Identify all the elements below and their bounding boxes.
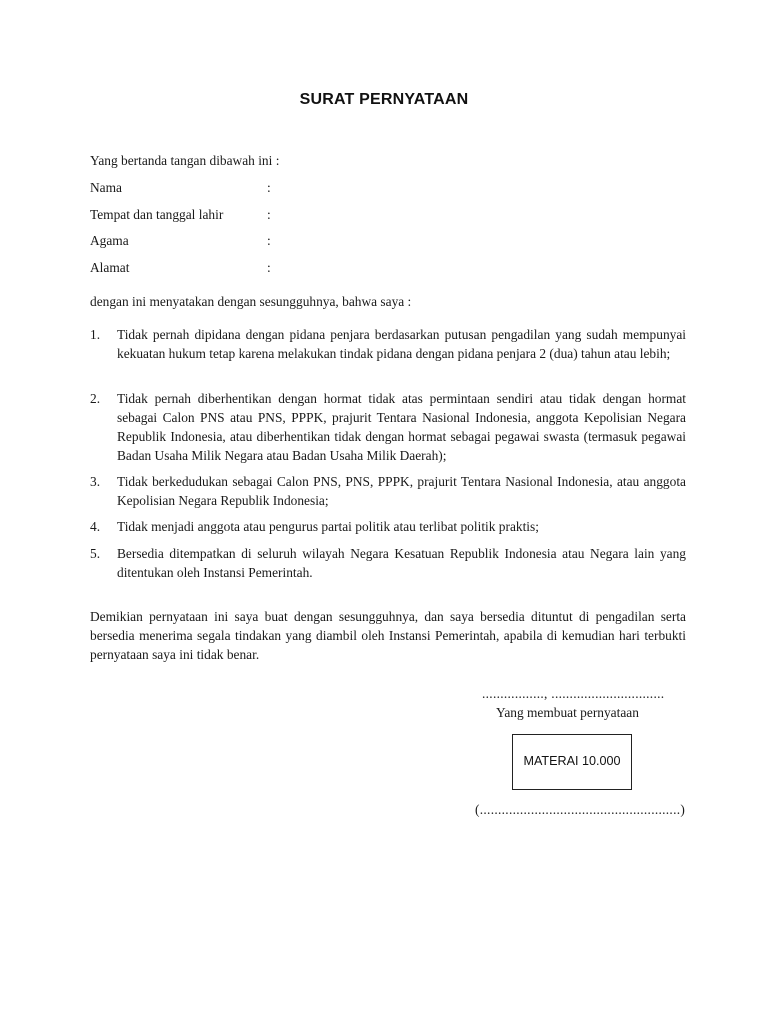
field-label: Nama (90, 180, 122, 195)
field-label: Agama (90, 233, 129, 248)
list-item (90, 389, 686, 465)
list-item-number: 2. (90, 391, 101, 406)
list-item-number: 1. (90, 327, 101, 342)
list-item-number: 5. (90, 546, 101, 561)
list-item-text: Bersedia ditempatkan di seluruh wilayah Negara Kesatuan Republik Indonesia atau Negara lain yang ditentukan oleh Instansi Pemerintah. (117, 546, 686, 580)
list-item-text: Tidak menjadi anggota atau pengurus partai politik atau terlibat politik praktis; (117, 519, 539, 534)
stamp-box (512, 734, 632, 790)
list-item (90, 544, 686, 582)
signer-label: Yang membuat pernyataan (496, 705, 639, 720)
place-date-line: ................., ............................... (482, 686, 665, 701)
list-item (90, 472, 686, 510)
intro-text: Yang bertanda tangan dibawah ini : (90, 153, 280, 168)
field-separator: : (267, 260, 271, 275)
list-item (90, 517, 686, 536)
list-item-number: 3. (90, 474, 101, 489)
stamp-label: MATERAI 10.000 (523, 754, 621, 768)
field-separator: : (267, 207, 271, 222)
field-label: Alamat (90, 260, 130, 275)
list-item-number: 4. (90, 519, 101, 534)
signature-line: (.......................................................) (475, 802, 686, 817)
list-item-text: Tidak pernah dipidana dengan pidana penjara berdasarkan putusan pengadilan yang sudah mempunyai kekuatan hukum tetap karena melakukan tindak pidana dengan pidana penjara 2 (dua) tahun atau lebih; (117, 327, 686, 361)
list-item-text: Tidak berkedudukan sebagai Calon PNS, PNS, PPPK, prajurit Tentara Nasional Indonesia, atau anggota Kepolisian Negara Republik Indonesia; (117, 474, 686, 508)
field-separator: : (267, 233, 271, 248)
field-label: Tempat dan tanggal lahir (90, 207, 224, 222)
document-title: SURAT PERNYATAAN (299, 91, 469, 108)
closing-paragraph: Demikian pernyataan ini saya buat dengan sesungguhnya, dan saya bersedia dituntut di pengadilan serta bersedia menerima segala tindakan yang diambil oleh Instansi Pemerintah, apabila di kemudian hari terbukti pernyataan saya ini tidak benar. (90, 609, 686, 662)
list-item-text: Tidak pernah diberhentikan dengan hormat tidak atas permintaan sendiri atau tidak dengan hormat sebagai Calon PNS atau PNS, PPPK, prajurit Tentara Nasional Indonesia, anggota Kepolisian Negara Republik Indonesia, atau diberhentikan tidak dengan hormat sebagai pegawai swasta (termasuk pegawai Badan Usaha Milik Negara atau Badan Usaha Milik Daerah); (117, 391, 686, 463)
declaration-text: dengan ini menyatakan dengan sesungguhnya, bahwa saya : (90, 294, 412, 309)
field-separator: : (267, 180, 271, 195)
list-item (90, 325, 686, 363)
